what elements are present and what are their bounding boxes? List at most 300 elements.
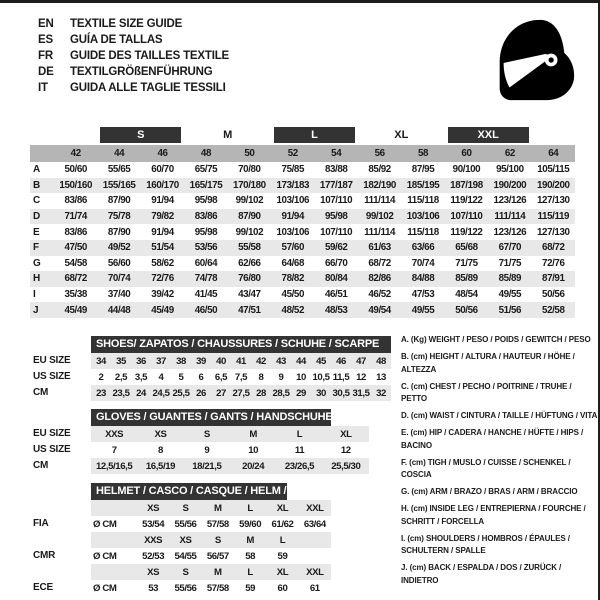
shoes-rows — [91, 353, 391, 401]
table-cell: L — [247, 502, 253, 514]
lang-code: FR — [38, 50, 53, 62]
table-cell: 48/53 — [324, 304, 348, 316]
table-cell: 119/122 — [450, 195, 483, 207]
table-cell: 11,5 — [332, 371, 350, 383]
table-row — [91, 516, 331, 532]
table-cell: 95/98 — [194, 226, 218, 238]
table-row — [30, 162, 575, 178]
table-cell: 173/183 — [276, 179, 310, 191]
table-cell: 57/58 — [206, 518, 229, 530]
table-cell: 85/92 — [368, 164, 391, 176]
table-cell: 65/75 — [194, 164, 218, 176]
table-cell: 46 — [336, 355, 346, 367]
legend-item: A. (Kg) WEIGHT / PESO / POIDS / GEWITCH / PESO — [401, 335, 591, 344]
table-cell: L — [247, 566, 253, 578]
table-cell: XS — [179, 534, 192, 546]
table-cell: 190/200 — [536, 179, 570, 191]
table-cell: 103/106 — [276, 195, 310, 207]
legend-item: D. (cm) WAIST / CINTURA / TAILLE / HÜFTUNG / VITA — [401, 411, 598, 420]
table-cell: 60/64 — [194, 257, 218, 269]
lang-code: EN — [38, 18, 54, 30]
table-cell: 74/78 — [194, 273, 218, 285]
table-row — [30, 224, 575, 240]
legend-item: F. (cm) TIGH / MUSLO / CUISSE / SCHENKEL / COSCIA — [401, 457, 571, 479]
table-cell: 187/198 — [450, 179, 483, 191]
table-cell: XL — [276, 566, 289, 578]
table-cell: 38 — [176, 355, 186, 367]
row-label — [33, 532, 91, 548]
table-cell: 87/90 — [107, 195, 131, 207]
table-row — [30, 209, 575, 225]
table-cell: 27,5 — [232, 387, 250, 399]
table-cell: 48/52 — [281, 304, 305, 316]
table-cell: 63/64 — [303, 518, 326, 530]
lang-code: ES — [38, 34, 53, 46]
table-cell: 35/38 — [64, 289, 87, 301]
table-cell: 80/84 — [324, 273, 348, 285]
shoes-row-labels — [33, 336, 91, 401]
table-cell: 39 — [196, 355, 206, 367]
table-cell: 3,5 — [134, 371, 148, 383]
row-label: CM — [33, 460, 49, 471]
table-cell: 60 — [277, 582, 288, 594]
table-cell: 45/49 — [151, 304, 174, 316]
table-cell: 47/53 — [411, 289, 435, 301]
table-cell: 75/85 — [281, 164, 305, 176]
table-cell: 91/94 — [151, 195, 174, 207]
table-cell: 56/57 — [206, 550, 229, 562]
table-cell: 13 — [376, 371, 386, 383]
table-cell: XS — [154, 428, 167, 440]
table-cell: 119/122 — [450, 226, 483, 238]
table-cell: 56/60 — [107, 257, 131, 269]
table-cell: 71/75 — [455, 257, 478, 269]
table-cell: 71/75 — [498, 257, 522, 269]
table-cell: 45/50 — [281, 289, 305, 301]
table-cell: XL — [340, 428, 352, 440]
table-cell: 105/115 — [537, 164, 570, 176]
table-cell: L — [279, 534, 286, 546]
row-label — [33, 500, 91, 516]
row-letter: D — [33, 211, 41, 223]
table-cell: 16,5/19 — [145, 460, 176, 472]
table-cell: 23,5 — [112, 387, 130, 399]
table-cell: 41 — [236, 355, 246, 367]
gloves-row-labels — [33, 409, 91, 474]
table-row — [30, 193, 575, 209]
table-cell: 52/58 — [542, 304, 565, 316]
table-cell: 107/110 — [450, 211, 483, 223]
table-cell: 76/80 — [238, 273, 261, 285]
table-cell: 190/200 — [493, 179, 527, 191]
table-cell: 78/82 — [281, 273, 305, 285]
table-cell: 91/94 — [151, 226, 174, 238]
table-cell: 44/48 — [107, 304, 131, 316]
table-cell: 61 — [309, 582, 320, 594]
size-group-spacer — [33, 127, 94, 143]
table-cell: 90/100 — [452, 164, 481, 176]
table-cell: 37 — [156, 355, 166, 367]
table-cell: S — [182, 566, 189, 578]
shoes-table — [91, 336, 391, 401]
lang-code: IT — [38, 82, 48, 94]
table-cell: 59 — [277, 550, 288, 562]
table-cell: 30,5 — [332, 387, 350, 399]
table-cell: 12 — [356, 371, 366, 383]
row-letter: J — [33, 304, 39, 316]
table-cell: 53 — [148, 582, 159, 594]
lang-title: TEXTILE SIZE GUIDE — [70, 18, 183, 30]
table-cell: XS — [147, 502, 160, 514]
table-cell: 9 — [204, 444, 210, 456]
table-cell: 25,5 — [172, 387, 190, 399]
table-cell: 64/68 — [281, 257, 305, 269]
table-cell: 7,5 — [234, 371, 248, 383]
table-cell: 49/54 — [368, 304, 391, 316]
table-cell: 55/56 — [174, 518, 197, 530]
shoes-section — [33, 336, 391, 401]
table-cell: 103/106 — [276, 226, 310, 238]
table-cell: 2,5 — [114, 371, 128, 383]
table-cell: 11 — [294, 444, 305, 456]
table-cell: 8 — [158, 444, 163, 456]
table-cell: 83/86 — [64, 226, 87, 238]
table-cell: 50/60 — [64, 164, 87, 176]
table-cell: 50/56 — [542, 289, 565, 301]
table-cell: 127/130 — [536, 226, 570, 238]
table-cell: 70/80 — [238, 164, 261, 176]
size-label: 46 — [157, 148, 168, 159]
row-letter: B — [33, 179, 41, 191]
size-label: 42 — [70, 148, 81, 159]
table-cell: 67/70 — [498, 242, 522, 254]
table-cell: 7 — [111, 444, 117, 456]
table-cell: M — [246, 534, 254, 546]
table-cell: 12 — [340, 444, 351, 456]
size-label: 54 — [331, 148, 342, 159]
table-cell: 160/170 — [146, 179, 179, 191]
table-cell: 2 — [98, 371, 104, 383]
row-label: EU SIZE — [33, 428, 71, 439]
table-cell: 66/70 — [324, 257, 348, 269]
table-cell: 48 — [376, 355, 386, 367]
size-label: 50 — [244, 148, 255, 159]
table-cell: 83/86 — [64, 195, 87, 207]
table-cell: 58/62 — [151, 257, 174, 269]
table-cell: 36 — [136, 355, 146, 367]
table-cell: 84/88 — [411, 273, 435, 285]
row-label: CMR — [33, 550, 56, 561]
table-cell: 49/55 — [498, 289, 522, 301]
table-cell: 170/180 — [233, 179, 266, 191]
legend-item: B. (cm) HEIGHT / ALTURA / HAUTEUR / HÖHE / ALTEZZA — [401, 352, 575, 374]
table-cell: 35 — [116, 355, 126, 367]
table-cell: M — [214, 566, 222, 578]
row-letter: E — [33, 226, 40, 238]
lang-row-it — [38, 80, 229, 96]
table-cell: 30 — [316, 387, 326, 399]
table-cell: 63/66 — [411, 242, 435, 254]
table-cell: 9 — [278, 371, 284, 383]
table-cell: 47/50 — [64, 242, 87, 254]
size-group-l: L — [274, 127, 355, 143]
table-cell: 87/95 — [411, 164, 435, 176]
table-cell: S — [214, 534, 221, 546]
lang-row-en — [38, 16, 229, 32]
table-cell: 72/76 — [151, 273, 174, 285]
table-cell: 99/102 — [235, 195, 264, 207]
table-cell: 99/102 — [235, 226, 264, 238]
legend-item: C. (cm) CHEST / PECHO / POITRINE / TRUHE / PETTO — [401, 381, 572, 403]
table-cell: XS — [147, 566, 160, 578]
table-row — [91, 385, 391, 401]
table-cell: Ø CM — [93, 582, 117, 594]
table-cell: 46/51 — [324, 289, 348, 301]
table-cell: 54/55 — [174, 550, 197, 562]
table-cell: 107/110 — [320, 226, 353, 238]
lang-code: DE — [38, 66, 54, 78]
table-cell: 83/86 — [194, 211, 218, 223]
table-cell: 45/49 — [64, 304, 87, 316]
table-cell: 49/55 — [411, 304, 435, 316]
table-cell: 57/60 — [281, 242, 305, 254]
row-label: CM — [33, 387, 49, 398]
table-row — [91, 564, 331, 580]
size-label: 44 — [114, 148, 125, 159]
table-cell: 25,5/30 — [331, 460, 361, 472]
measurement-legend — [401, 334, 598, 592]
table-cell: 71/74 — [64, 211, 87, 223]
table-cell: 123/126 — [493, 226, 527, 238]
table-row — [91, 353, 391, 369]
table-cell: 95/98 — [324, 211, 348, 223]
table-cell: 111/114 — [494, 211, 526, 223]
row-label: ECE — [33, 582, 53, 593]
table-cell: 75/78 — [107, 211, 131, 223]
table-cell: 82/86 — [368, 273, 391, 285]
lang-row-de — [38, 64, 229, 80]
table-cell: 87/91 — [542, 273, 565, 285]
table-cell: 46/50 — [194, 304, 218, 316]
table-cell: 47 — [356, 355, 366, 367]
table-row — [91, 426, 369, 442]
table-cell: 42 — [256, 355, 266, 367]
table-row — [91, 442, 369, 458]
table-cell: 57/58 — [206, 582, 229, 594]
table-row — [30, 271, 575, 287]
table-cell: 10,5 — [312, 371, 330, 383]
table-cell: 165/175 — [189, 179, 223, 191]
table-cell: 52/53 — [142, 550, 165, 562]
lang-title: GUIDE DES TAILLES TEXTILE — [70, 50, 229, 62]
gloves-section-header: GLOVES / GUANTES / GANTS / HANDSCHUHE / GUANTI — [91, 409, 331, 426]
table-cell: 6,5 — [214, 371, 228, 383]
table-cell: 60/70 — [151, 164, 174, 176]
table-cell: 20/24 — [242, 460, 265, 472]
legend-item: I. (cm) SHOULDERS / HOMBROS / ÉPAULES / SCHULTERN / SPALLE — [401, 533, 570, 555]
helmet-rows — [91, 500, 331, 596]
table-cell: 55/58 — [238, 242, 261, 254]
table-cell: 28,5 — [272, 387, 290, 399]
table-cell: 31,5 — [352, 387, 370, 399]
table-cell: 43 — [276, 355, 286, 367]
table-row — [91, 369, 391, 385]
table-cell: 111/114 — [364, 226, 396, 238]
table-row — [91, 458, 369, 474]
table-cell: 47/51 — [238, 304, 261, 316]
table-cell: 123/126 — [493, 195, 527, 207]
table-cell: 8 — [258, 371, 264, 383]
size-label: 62 — [504, 148, 515, 159]
table-row — [30, 256, 575, 272]
table-cell: XXL — [306, 502, 324, 514]
size-label: 52 — [287, 148, 298, 159]
table-row — [30, 287, 575, 303]
table-cell: 68/72 — [542, 242, 565, 254]
table-cell: 70/74 — [107, 273, 131, 285]
table-row — [91, 500, 331, 516]
table-cell: 61/62 — [271, 518, 294, 530]
textile-size-table — [30, 127, 575, 318]
table-cell: S — [203, 428, 210, 440]
size-group-s: S — [100, 127, 181, 143]
row-label: US SIZE — [33, 444, 71, 455]
measurement-rows — [30, 162, 575, 318]
table-cell: 103/106 — [406, 211, 440, 223]
table-cell: 43/47 — [238, 289, 261, 301]
table-cell: 12,5/16,5 — [95, 460, 133, 472]
table-cell: XXL — [306, 566, 324, 578]
table-cell: 24,5 — [152, 387, 170, 399]
table-cell: 59/60 — [239, 518, 262, 530]
table-row — [91, 532, 331, 548]
table-cell: 50/56 — [455, 304, 478, 316]
legend-item: H. (cm) INSIDE LEG / ENTREPIERNA / FOURCHE / SCHRITT / FORCELLA — [401, 504, 586, 526]
label-spacer — [33, 336, 91, 353]
table-cell: 40 — [216, 355, 226, 367]
lang-row-fr — [38, 48, 229, 64]
legend-item: J. (cm) BACK / ESPALDA / DOS / ZURÜCK / INDIETRO — [401, 563, 562, 585]
size-label: 56 — [374, 148, 385, 159]
row-label: EU SIZE — [33, 355, 71, 366]
table-cell: Ø CM — [93, 550, 117, 562]
table-cell: 79/82 — [151, 211, 174, 223]
table-cell: 55/56 — [174, 582, 197, 594]
table-cell: 95/100 — [496, 164, 524, 176]
table-cell: 85/89 — [455, 273, 478, 285]
table-cell: 185/195 — [406, 179, 440, 191]
table-row — [30, 178, 575, 194]
table-cell: 85/89 — [498, 273, 522, 285]
table-cell: 62/66 — [238, 257, 261, 269]
label-spacer — [33, 483, 91, 500]
size-number-row — [30, 145, 575, 162]
size-label: 58 — [417, 148, 429, 159]
table-cell: 34 — [96, 355, 106, 367]
table-row — [30, 240, 575, 256]
table-cell: 155/165 — [102, 179, 136, 191]
table-cell: 41/45 — [194, 289, 218, 301]
lang-row-es — [38, 32, 229, 48]
table-cell: 10 — [296, 371, 306, 383]
size-group-spacer — [535, 127, 572, 143]
table-cell: 55/65 — [107, 164, 131, 176]
table-cell: 115/118 — [407, 226, 439, 238]
table-cell: 24 — [136, 387, 146, 399]
table-cell: 28 — [256, 387, 266, 399]
table-cell: 177/187 — [319, 179, 353, 191]
table-cell: 37/40 — [107, 289, 131, 301]
helmet-section-header: HELMET / CASCO / CASQUE / HELM / CASCO — [91, 483, 287, 500]
table-cell: 150/160 — [59, 179, 93, 191]
table-cell: 70/74 — [411, 257, 435, 269]
row-letter: F — [33, 242, 40, 254]
size-group-m: M — [223, 129, 233, 141]
table-cell: 61/63 — [368, 242, 391, 254]
table-cell: 26 — [196, 387, 206, 399]
table-cell: 107/110 — [320, 195, 353, 207]
table-cell: 53/56 — [194, 242, 218, 254]
table-cell: 91/94 — [281, 211, 305, 223]
row-label: FIA — [33, 518, 49, 529]
table-cell: 45 — [316, 355, 326, 367]
table-cell: 127/130 — [536, 195, 570, 207]
table-cell: 95/98 — [194, 195, 218, 207]
gloves-rows — [91, 426, 369, 474]
table-cell: 99/102 — [365, 211, 394, 223]
row-label: US SIZE — [33, 371, 71, 382]
shoes-section-header: SHOES/ ZAPATOS / CHAUSSURES / SCHUHE / SCARPE — [91, 336, 391, 353]
table-cell: 51/56 — [498, 304, 522, 316]
row-letter: I — [33, 289, 36, 301]
table-cell: 72/76 — [542, 257, 565, 269]
size-label: 64 — [548, 148, 559, 159]
table-cell: 27 — [216, 387, 226, 399]
size-label: 48 — [200, 148, 211, 159]
table-row — [30, 302, 575, 318]
table-cell: 23/26,5 — [284, 460, 315, 472]
table-cell: M — [249, 428, 257, 440]
table-cell: 4 — [158, 371, 164, 383]
lang-title: GUÍA DE TALLAS — [70, 34, 163, 46]
table-row — [91, 548, 331, 564]
row-letter: A — [33, 164, 41, 176]
table-cell: 51/54 — [151, 242, 174, 254]
table-cell: 48/54 — [455, 289, 478, 301]
table-cell: 182/190 — [363, 179, 396, 191]
language-title-list — [38, 16, 229, 96]
label-spacer — [33, 409, 91, 426]
size-group-xxl: XXL — [448, 127, 529, 143]
table-cell: 53/54 — [142, 518, 165, 530]
table-cell: 68/72 — [64, 273, 87, 285]
helmet-row-labels — [33, 483, 91, 596]
table-cell: 58 — [245, 550, 256, 562]
table-cell: XXS — [105, 428, 124, 440]
legend-item: E. (cm) HIP / CADERA / HANCHE / HÜFTE / HIPS / BACINO — [401, 428, 584, 450]
row-letter: C — [33, 195, 41, 207]
helmet-section — [33, 483, 331, 596]
table-cell: 10 — [248, 444, 259, 456]
table-cell: S — [182, 502, 189, 514]
table-cell: 18/21,5 — [192, 460, 222, 472]
table-cell: 39/42 — [151, 289, 174, 301]
table-cell: 59 — [245, 582, 256, 594]
table-cell: 87/90 — [107, 226, 131, 238]
size-group-xl: XL — [394, 129, 409, 141]
table-cell: 23 — [96, 387, 106, 399]
table-cell: M — [214, 502, 222, 514]
